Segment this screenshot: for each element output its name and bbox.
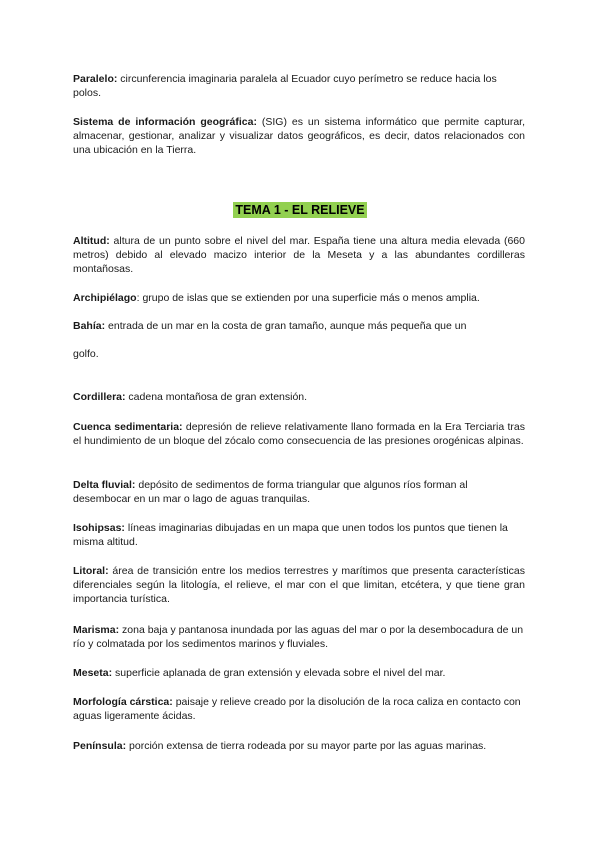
definition-text: depresión de relieve relativamente llano formada en la Era Terciaria tras el hundimiento de un bloque del zócalo como consecuencia de las presiones orogénicas alpinas.: [73, 421, 526, 447]
definition-sig: [73, 115, 525, 157]
definition-term: Marisma:: [73, 624, 120, 636]
definition-text: : grupo de islas que se extienden por una superficie más o menos amplia.: [136, 292, 480, 304]
definition-text: altura de un punto sobre el nivel del mar. España tiene una altura media elevada (660 metros) debido al elevado macizo interior de la Meseta y a las abundantes cordilleras montañosas.: [73, 235, 525, 275]
definition-term: Cuenca sedimentaria:: [73, 421, 183, 433]
definition-text: depósito de sedimentos de forma triangular que algunos ríos forman al desembocar en un mar o lago de aguas tranquilas.: [73, 479, 468, 505]
definition-peninsula: [73, 739, 525, 753]
definition-term: Archipiélago: [73, 292, 137, 304]
definition-term: Paralelo:: [73, 73, 118, 85]
definition-delta-fluvial: [73, 478, 525, 506]
definition-text: líneas imaginarias dibujadas en un mapa que unen todos los puntos que tienen la misma altitud.: [73, 522, 508, 548]
definition-isohipsas: [73, 521, 525, 549]
definition-text: (SIG) es un sistema informático que permite capturar, almacenar, gestionar, analizar y visualizar datos geográficos, es decir, datos relacionados con una ubicación en la Tierra.: [73, 116, 525, 156]
definition-altitud: [73, 234, 525, 276]
definition-litoral: [73, 564, 525, 606]
definition-term: Cordillera:: [73, 391, 126, 403]
definition-term: Morfología cárstica:: [73, 696, 173, 708]
section-title: TEMA 1 - EL RELIEVE: [235, 203, 365, 217]
definition-term: Isohipsas:: [73, 522, 125, 534]
definition-text: golfo.: [73, 348, 99, 360]
definition-archipielago: [73, 291, 525, 305]
definition-text: circunferencia imaginaria paralela al Ecuador cuyo perímetro se reduce hacia los polos.: [73, 73, 497, 99]
definition-marisma: [73, 623, 525, 651]
definition-paralelo: [73, 72, 525, 100]
definition-term: Litoral:: [73, 565, 109, 577]
definition-term: Sistema de información geográfica:: [73, 116, 257, 128]
definition-text: superficie aplanada de gran extensión y elevada sobre el nivel del mar.: [112, 667, 446, 679]
definition-term: Altitud:: [73, 235, 110, 247]
definition-meseta: [73, 666, 525, 680]
definition-term: Meseta:: [73, 667, 113, 679]
definition-term: Bahía:: [73, 320, 106, 332]
definition-bahia: [73, 319, 525, 333]
definition-text: entrada de un mar en la costa de gran tamaño, aunque más pequeña que un: [105, 320, 467, 332]
definition-morfologia-carstica: [73, 695, 525, 723]
section-title-container: [0, 202, 600, 218]
definition-bahia-continuation: [73, 347, 525, 361]
definition-text: cadena montañosa de gran extensión.: [125, 391, 308, 403]
definition-cordillera: [73, 390, 525, 404]
definition-cuenca-sedimentaria: [73, 420, 525, 448]
definition-text: zona baja y pantanosa inundada por las aguas del mar o por la desembocadura de un río y colmatada por los sedimentos marinos y fluviales.: [73, 624, 524, 650]
definition-term: Península:: [73, 740, 127, 752]
definition-text: área de transición entre los medios terrestres y marítimos que presenta características diferenciales según la litología, el relieve, el mar con el que limitan, etcétera, y que tiene gran importancia turística.: [73, 565, 525, 605]
definition-text: paisaje y relieve creado por la disolución de la roca caliza en contacto con aguas ligeramente ácidas.: [73, 696, 521, 722]
definition-term: Delta fluvial:: [73, 479, 136, 491]
definition-text: porción extensa de tierra rodeada por su mayor parte por las aguas marinas.: [126, 740, 487, 752]
